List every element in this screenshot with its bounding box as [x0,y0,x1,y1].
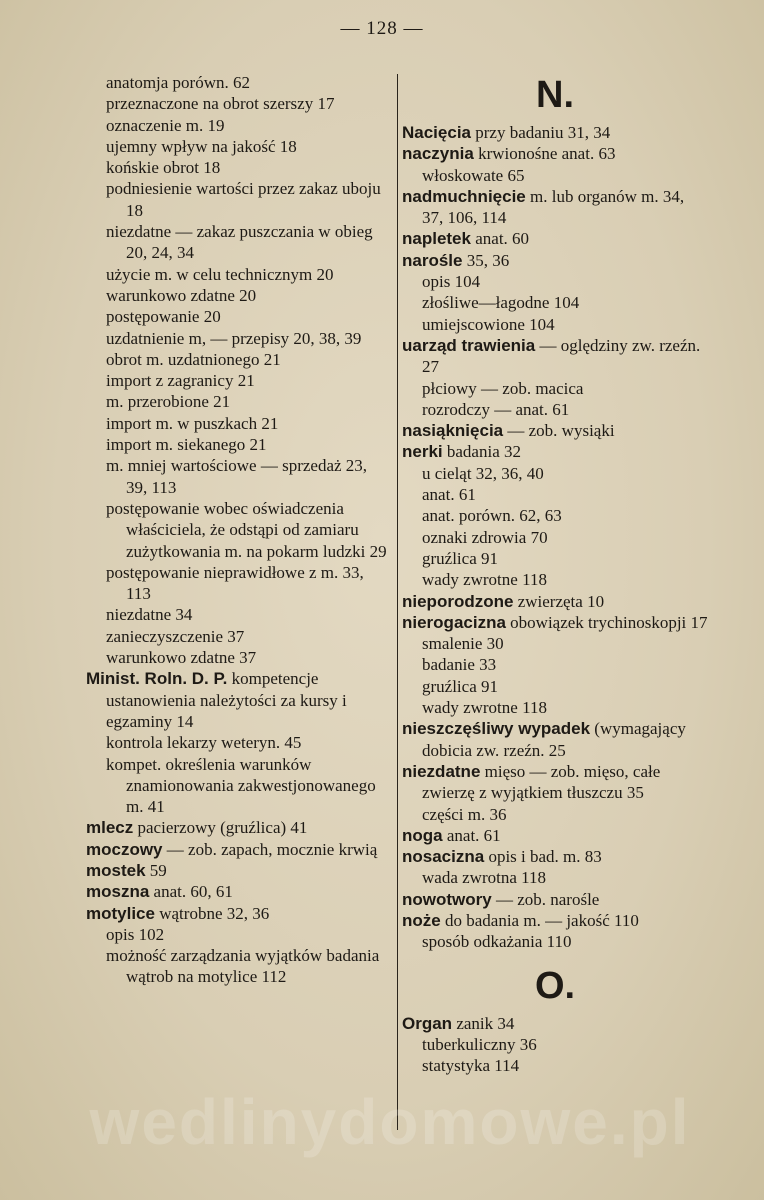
index-entry [402,378,708,399]
index-entry [86,221,392,264]
index-entry [402,1055,708,1076]
entry-text: zanik 34 [452,1013,515,1033]
index-entry [86,562,392,605]
entry-text: zanieczyszczenie 37 [106,626,245,646]
entry-text: tuberkuliczny 36 [422,1034,537,1054]
index-entry [402,122,708,143]
entry-text: m. mniej wartościowe — sprzedaż 23, 39, 113 [106,456,368,497]
entry-headword: mostek [86,860,146,880]
entry-text: kontrola lekarzy weteryn. 45 [106,733,302,753]
entry-text: wada zwrotna 118 [422,868,546,888]
index-entry [86,839,392,860]
entry-headword: nadmuchnięcie [402,186,526,206]
section-letter-n: N. [536,74,574,116]
entry-text: import z zagranicy 21 [106,371,255,391]
index-entry [86,72,392,93]
entry-headword: uarząd trawienia [402,335,536,355]
entry-text: wady zwrotne 118 [422,698,547,718]
entry-headword: napletek [402,229,471,249]
entry-text: — zob. zapach, mocznie krwią [162,839,378,859]
entry-headword: nieporodzone [402,591,514,611]
entry-text: anatomja porówn. 62 [106,73,250,92]
index-entry [402,463,708,484]
right-column [402,72,708,1076]
entry-text: uzdatnienie m, — przepisy 20, 38, 39 [106,328,362,348]
entry-text: rozrodczy — anat. 61 [422,399,570,419]
entry-text: ujemny wpływ na jakość 18 [106,136,297,156]
index-entry [402,889,708,910]
entry-headword: moczowy [86,839,163,859]
entry-text: płciowy — zob. macica [422,378,584,398]
index-entry [86,903,392,924]
index-entry [86,881,392,902]
entry-headword: moszna [86,882,150,902]
entry-text: badanie 33 [422,655,497,675]
index-entry [402,676,708,697]
index-entry [86,732,392,753]
index-entry [402,612,708,633]
entry-text: anat. 61 [442,825,501,845]
index-entry [402,569,708,590]
entry-text: umiejscowione 104 [422,314,555,334]
index-entry [402,314,708,335]
entry-headword: motylice [86,903,155,923]
entry-text: przeznaczone na obrot szerszy 17 [106,94,335,114]
index-entry [86,136,392,157]
entry-text: mięso — zob. mięso, całe zwierzę z wyjątkiem tłuszczu 35 [422,761,661,803]
index-entry [402,527,708,548]
index-entry [86,349,392,370]
index-entry [402,484,708,505]
index-entry [86,285,392,306]
entry-text: postępowanie nieprawidłowe z m. 33, 113 [106,562,364,604]
entry-text: statystyka 114 [422,1056,520,1076]
index-entry [402,1013,708,1034]
index-entry [86,668,392,732]
index-entry [402,825,708,846]
left-column [86,72,392,988]
entry-headword: Nacięcia [402,123,471,142]
entry-text: anat. porówn. 62, 63 [422,506,562,526]
index-entry [402,846,708,867]
index-entry [402,165,708,186]
entry-text: (wymagający dobicia zw. rzeźn. 25 [422,719,686,760]
index-entry [402,399,708,420]
entry-text: m. lub organów m. 34, 37, 106, 114 [422,186,685,228]
entry-text: u cieląt 32, 36, 40 [422,463,544,483]
entry-headword: nasiąknięcia [402,421,504,441]
index-entry [86,391,392,412]
entries-o [402,1013,708,1077]
entry-text: badania 32 [442,442,521,462]
index-entry [402,761,708,804]
index-entry [86,626,392,647]
entry-text: włoskowate 65 [422,165,525,185]
index-entry [86,178,392,221]
entry-text: do badania m. — jakość 110 [440,910,639,930]
index-entry [402,441,708,462]
entry-text: oznaczenie m. 19 [106,115,225,135]
index-entry [402,271,708,292]
entry-text: niezdatne — zakaz puszczania w obieg 20, 24, 34 [106,222,373,263]
entry-text: anat. 60 [470,229,530,249]
entry-headword: Organ [402,1013,453,1033]
entry-text: smalenie 30 [422,634,504,654]
entry-headword: nierogacizna [402,612,506,632]
entry-text: import m. w puszkach 21 [106,413,279,433]
entry-text: opis i bad. m. 83 [484,847,602,867]
index-entry [402,718,708,761]
entry-text: postępowanie 20 [106,307,221,327]
index-entry [402,505,708,526]
entry-text: — zob. narośle [491,889,600,909]
index-entry [86,115,392,136]
index-entry [402,931,708,952]
entry-text: sposób odkażania 110 [422,932,572,952]
section-letter-o: O. [534,964,576,1007]
entry-text: 35, 36 [462,250,510,270]
entry-text: możność zarządzania wyjątków badania wątrob na motylice 112 [106,946,380,987]
index-entry [86,647,392,668]
entry-text: kompet. określenia warunków znamionowania zakwestjonowanego m. 41 [106,754,376,817]
index-entry [86,264,392,285]
index-entry [86,306,392,327]
index-entry [402,591,708,612]
entry-text: import m. siekanego 21 [106,435,267,455]
entry-text: podniesienie wartości przez zakaz uboju 18 [106,179,381,220]
page-number: — 128 — [340,18,424,39]
entry-text: 59 [145,860,167,880]
index-entry [402,186,708,229]
entry-text: części m. 36 [422,804,507,824]
entry-headword: nieszczęśliwy wypadek [402,719,591,739]
index-entry [86,93,392,114]
entry-headword: nosacizna [402,847,485,867]
entry-headword: noże [402,910,441,930]
index-entry [86,945,392,988]
column-divider [397,74,398,1130]
index-entry [402,548,708,569]
index-entry [86,924,392,945]
entry-text: m. przerobione 21 [106,392,231,412]
index-entry [86,328,392,349]
entry-text: wątrobne 32, 36 [154,903,270,923]
entry-text: opis 102 [106,924,165,944]
entry-text: warunkowo zdatne 20 [106,285,257,305]
entry-text: obowiązek trychinoskopji 17 [505,612,708,632]
index-entry [402,228,708,249]
index-entry [86,157,392,178]
index-entry [402,420,708,441]
entry-headword: niezdatne [402,761,481,781]
entry-text: gruźlica 91 [422,548,498,568]
entry-text: użycie m. w celu technicznym 20 [106,264,334,284]
entry-text: złośliwe—łagodne 104 [422,293,580,313]
index-entry [402,335,708,378]
entry-headword: noga [402,825,443,845]
entry-text: zwierzęta 10 [513,591,605,611]
entry-text: postępowanie wobec oświadczenia właściciela, że odstąpi od zamiaru zużytkowania m. na pokarm ludzki 29 [106,498,387,561]
entry-text: gruźlica 91 [422,676,498,696]
entry-text: anat. 60, 61 [149,882,233,902]
entry-text: oznaki zdrowia 70 [422,527,548,547]
entry-text: przy badaniu 31, 34 [471,123,611,142]
entry-text: krwionośne anat. 63 [473,144,616,164]
index-entry [86,604,392,625]
entry-text: opis 104 [422,272,481,292]
entry-text: obrot m. uzdatnionego 21 [106,349,281,369]
entry-text: — zob. wysiąki [503,421,615,441]
index-entry [86,413,392,434]
entry-text: pacierzowy (gruźlica) 41 [133,818,308,838]
entry-headword: Minist. Roln. D. P. [86,669,228,689]
entry-headword: narośle [402,250,463,270]
index-entry [86,754,392,818]
index-entry [402,250,708,271]
entry-text: — oględziny zw. rzeźn. 27 [422,335,701,377]
entry-headword: naczynia [402,144,474,164]
index-entry [402,143,708,164]
entry-text: końskie obrot 18 [106,158,221,178]
entry-text: wady zwrotne 118 [422,570,547,590]
entry-text: anat. 61 [422,485,476,505]
entry-headword: nowotwory [402,889,492,909]
index-entry [402,910,708,931]
entries-n [402,122,708,953]
index-entry [86,434,392,455]
index-entry [86,498,392,562]
index-entry [402,633,708,654]
index-entry [402,867,708,888]
index-entry [402,697,708,718]
index-entry [86,860,392,881]
index-entry [402,292,708,313]
index-entry [86,370,392,391]
index-entry [402,1034,708,1055]
entry-text: warunkowo zdatne 37 [106,648,257,668]
index-entry [402,654,708,675]
entry-headword: nerki [402,442,443,462]
index-entry [86,455,392,498]
entry-headword: mlecz [86,818,134,838]
index-entry [86,817,392,838]
watermark: wedlinydomowe.pl [89,1086,691,1158]
index-entry [402,804,708,825]
entry-text: niezdatne 34 [106,605,193,625]
entry-text: kompetencje ustanowienia należytości za kursy i egzaminy 14 [106,669,347,731]
